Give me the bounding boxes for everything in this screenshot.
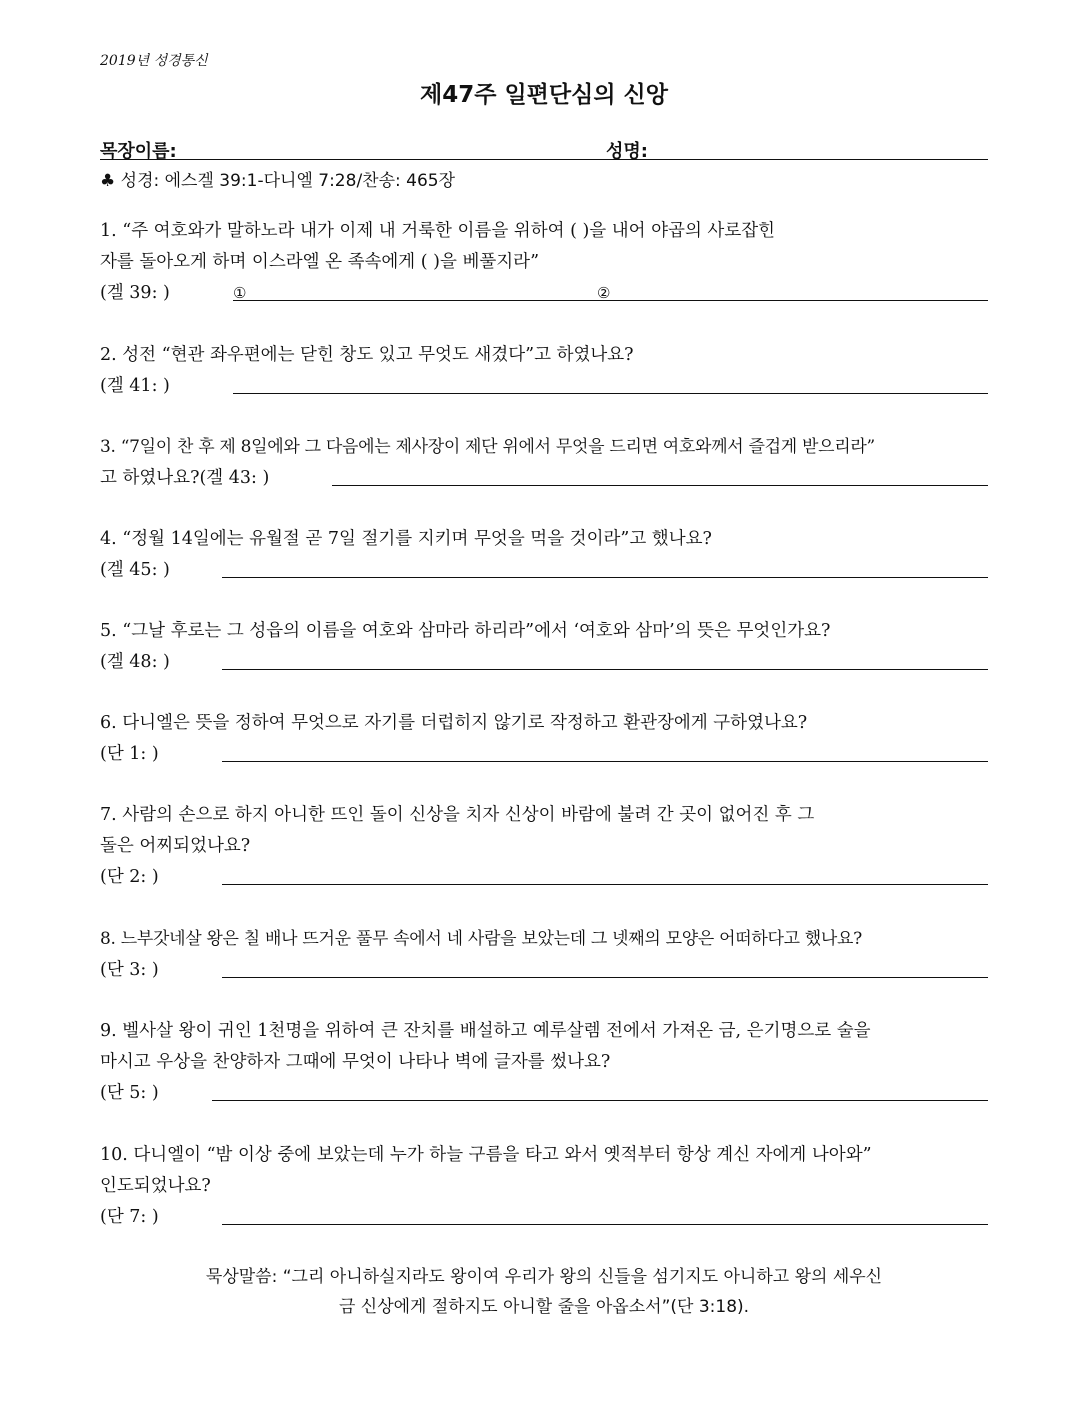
question-text: 5. “그날 후로는 그 성읍의 이름을 여호와 삼마라 하리라”에서 ‘여호와 삼마’의 뜻은 무엇인가요? [100, 621, 831, 641]
memory-verse [0, 1262, 1088, 1322]
question-10 [100, 1140, 988, 1229]
answer-line[interactable] [233, 300, 988, 301]
question-7 [100, 800, 988, 889]
question-text: 10. 다니엘이 “밤 이상 중에 보았는데 누가 하늘 구름을 타고 와서 옛적부터 항상 계신 자에게 나아와” [100, 1145, 872, 1165]
question-text: 9. 벨사살 왕이 귀인 1천명을 위하여 큰 잔치를 배설하고 예루살렘 전에서 가져온 금, 은기명으로 술을 [100, 1021, 871, 1041]
bible-reading-line: ♣ 성경: 에스겔 39:1-다니엘 7:28/찬송: 465장 [100, 171, 456, 191]
question-text: 7. 사람의 손으로 하지 아니한 뜨인 돌이 신상을 치자 신상이 바람에 불려 간 곳이 없어진 후 그 [100, 805, 815, 825]
answer-row [100, 278, 988, 305]
question-text: 3. “7일이 찬 후 제 8일에와 그 다음에는 제사장이 제단 위에서 무엇을 드리면 여호와께서 즐겁게 받으리라” [100, 437, 875, 457]
answer-line[interactable] [222, 669, 988, 670]
answer-row [100, 555, 988, 582]
answer-line[interactable] [222, 761, 988, 762]
student-name-label: 성명: [606, 141, 648, 162]
question-3 [100, 432, 988, 490]
question-text: 8. 느부갓네살 왕은 칠 배나 뜨거운 풀무 속에서 네 사람을 보았는데 그 넷째의 모양은 어떠하다고 했나요? [100, 929, 862, 949]
answer-line[interactable] [222, 884, 988, 885]
answer-reference: (단 2: ) [100, 867, 159, 887]
question-text: 6. 다니엘은 뜻을 정하여 무엇으로 자기를 더럽히지 않기로 작정하고 환관장에게 구하였나요? [100, 713, 808, 733]
answer-row [100, 647, 988, 674]
question-text: 4. “정월 14일에는 유월절 곧 7일 절기를 지키며 무엇을 먹을 것이라”고 했나요? [100, 529, 712, 549]
answer-line[interactable] [222, 1224, 988, 1225]
answer-line[interactable] [222, 577, 988, 578]
answer-line[interactable] [332, 485, 988, 486]
answer-row [100, 371, 988, 398]
question-9 [100, 1016, 988, 1105]
answer-row [100, 1202, 988, 1229]
question-5 [100, 616, 988, 674]
answer-row [100, 463, 988, 490]
answer-row [100, 1078, 988, 1105]
answer-reference: (단 5: ) [100, 1083, 159, 1103]
answer-row [100, 862, 988, 889]
blank-2-marker: ② [597, 284, 611, 302]
answer-row [100, 739, 988, 766]
answer-line[interactable] [222, 977, 988, 978]
question-text-cont: 마시고 우상을 찬양하자 그때에 무엇이 나타나 벽에 글자를 썼나요? [100, 1052, 611, 1072]
answer-line[interactable] [212, 1100, 988, 1101]
question-text-cont: 돌은 어찌되었나요? [100, 836, 251, 856]
parish-name-label: 목장이름: [100, 141, 177, 162]
page-title: 제47주 일편단심의 신앙 [420, 82, 668, 108]
answer-line[interactable] [233, 393, 988, 394]
question-text-cont: 자를 돌아오게 하며 이스라엘 온 족속에게 ( )을 베풀지라” [100, 252, 540, 272]
answer-reference: (겔 48: ) [100, 652, 170, 672]
answer-reference: (단 1: ) [100, 744, 159, 764]
question-8 [100, 924, 988, 982]
question-text-cont: 인도되었나요? [100, 1176, 211, 1196]
name-row [100, 137, 988, 160]
answer-reference: (단 7: ) [100, 1207, 159, 1227]
answer-row [100, 955, 988, 982]
memory-verse-line-2: 금 신상에게 절하지도 아니할 줄을 아옵소서”(단 3:18). [338, 1297, 750, 1317]
blank-1-marker: ① [233, 284, 247, 302]
answer-reference: (겔 45: ) [100, 560, 170, 580]
memory-verse-line-1: 묵상말씀: “그리 아니하실지라도 왕이여 우리가 왕의 신들을 섬기지도 아니하고 왕의 세우신 [205, 1267, 883, 1287]
answer-reference: (겔 39: ) [100, 283, 170, 303]
header-tag: 2019년 성경통신 [100, 53, 208, 69]
question-text: 2. 성전 “현관 좌우편에는 닫힌 창도 있고 무엇도 새겼다”고 하였나요? [100, 345, 634, 365]
answer-reference: 고 하였나요?(겔 43: ) [100, 468, 270, 488]
question-4 [100, 524, 988, 582]
answer-reference: (겔 41: ) [100, 376, 170, 396]
answer-reference: (단 3: ) [100, 960, 159, 980]
question-text: 1. “주 여호와가 말하노라 내가 이제 내 거룩한 이름을 위하여 ( )을 내어 야곱의 사로잡힌 [100, 221, 776, 241]
question-6 [100, 708, 988, 766]
question-2 [100, 340, 988, 398]
question-1 [100, 216, 988, 305]
